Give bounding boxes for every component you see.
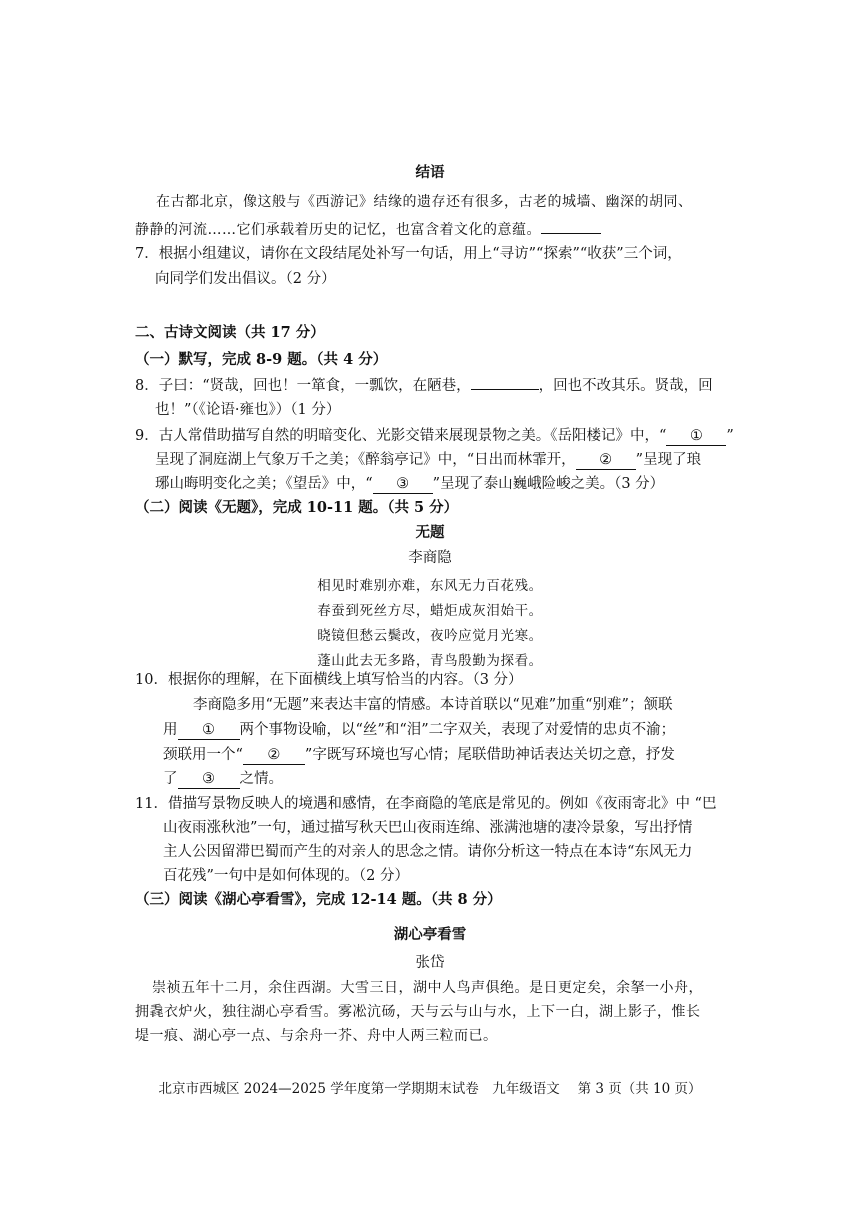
q9-blank-3[interactable]: ③ (373, 476, 433, 494)
poem-line-4: 蓬山此去无多路，青鸟殷勤为探看。 (317, 653, 543, 669)
essay-line3: 堤一痕、湖心亭一点、与余舟一芥、舟中人两三粒而已。 (135, 1028, 498, 1044)
q10-blank-1[interactable]: ① (178, 722, 240, 740)
poem-line-2: 春蚕到死丝方尽，蜡炬成灰泪始干。 (317, 603, 543, 619)
q8-line2: 也！”（《论语·雍也》）（1 分） (155, 402, 341, 418)
section2-part2-title: （二）阅读《无题》，完成 10-11 题。（共 5 分） (135, 499, 459, 516)
q11-line3: 主人公因留滞巴蜀而产生的对亲人的思念之情。请你分析这一特点在本诗“东风无力 (163, 844, 693, 860)
q9-text-a: 9．古人常借助描写自然的明暗变化、光影交错来展现景物之美。《岳阳楼记》中，“ (135, 428, 667, 444)
q11-line2: 山夜雨涨秋池”一句，通过描写秋天巴山夜雨连绵、涨满池塘的凄冷景象，写出抒情 (163, 820, 693, 836)
q10-line3 (163, 720, 675, 740)
essay-line1: 崇祯五年十二月，余住西湖。大雪三日，湖中人鸟声俱绝。是日更定矣，余拏一小舟， (152, 980, 703, 996)
q10-blank-3[interactable]: ③ (178, 771, 240, 789)
q10-blank-2[interactable]: ② (243, 747, 305, 765)
conclusion-para-line1: 在古都北京，像这般与《西游记》结缘的遗存还有很多，古老的城墙、幽深的胡同、 (156, 194, 693, 210)
q9-text-e: 琊山晦明变化之美；《望岳》中，“ (155, 476, 373, 492)
q9-line3 (155, 474, 664, 494)
q10-text-a: 用 (163, 722, 178, 738)
poem-author: 李商隐 (408, 550, 452, 566)
q10-line5 (163, 769, 283, 789)
q10-line2: 李商隐多用“无题”来表达丰富的情感。本诗首联以“见难”加重“别难”；颔联 (193, 697, 673, 713)
conclusion-heading: 结语 (415, 164, 445, 181)
q10-text-b: 两个事物设喻，以“丝”和“泪”二字双关，表现了对爱情的忠贞不渝； (239, 722, 676, 738)
section2-part3-title: （三）阅读《湖心亭看雪》，完成 12-14 题。（共 8 分） (135, 891, 502, 908)
q9-line2 (155, 450, 701, 470)
q10-text-e: 了 (163, 771, 178, 787)
essay-title: 湖心亭看雪 (393, 926, 467, 943)
essay-author: 张岱 (415, 955, 445, 971)
section2-part1-title: （一）默写，完成 8-9 题。（共 4 分） (135, 351, 388, 368)
q10-line1: 10．根据你的理解，在下面横线上填写恰当的内容。（3 分） (135, 672, 523, 688)
conclusion-para-line2 (135, 220, 601, 240)
q10-text-d: ”字既写环境也写心情；尾联借助神话表达关切之意，抒发 (304, 747, 675, 763)
q9-text-d: ”呈现了琅 (635, 452, 702, 468)
q8-text-a: 8．子曰：“贤哉，回也！一箪食，一瓢饮，在陋巷， (135, 378, 471, 394)
q9-blank-1[interactable]: ① (666, 428, 726, 446)
q8-text-b: ，回也不改其乐。贤哉，回 (538, 378, 713, 394)
q7-line2: 向同学们发出倡议。（2 分） (155, 271, 336, 287)
page-footer: 北京市西城区 2024—2025 学年度第一学期期末试卷 九年级语文 第 3 页（共 10 页） (158, 1081, 702, 1097)
essay-line2: 拥毳衣炉火，独往湖心亭看雪。雾凇沆砀，天与云与山与水，上下一白，湖上影子，惟长 (135, 1004, 701, 1020)
q9-text-c: 呈现了洞庭湖上气象万千之美；《醉翁亭记》中，“日出而林霏开， (155, 452, 576, 468)
poem-title: 无题 (415, 524, 445, 541)
section2-title: 二、古诗文阅读（共 17 分） (135, 324, 325, 341)
q11-line4: 百花残”一句中是如何体现的。（2 分） (163, 868, 409, 884)
q9-text-f: ”呈现了泰山巍峨险峻之美。（3 分） (432, 476, 665, 492)
q7-line1: 7．根据小组建议，请你在文段结尾处补写一句话，用上“寻访”“探索”“收获”三个词， (135, 246, 682, 262)
poem-line-3: 晓镜但愁云鬓改，夜吟应觉月光寒。 (317, 628, 543, 644)
q9-line1 (135, 426, 734, 446)
q9-text-b: ” (726, 428, 734, 444)
q10-text-c: 颈联用一个“ (163, 747, 243, 763)
poem-line-1: 相见时难别亦难，东风无力百花残。 (317, 578, 543, 594)
conclusion-para-text: 静静的河流……它们承载着历史的记忆，也富含着文化的意蕴。 (135, 222, 541, 238)
conclusion-answer-blank[interactable] (541, 233, 601, 234)
q8-answer-blank[interactable] (471, 389, 539, 390)
q8-line1 (135, 376, 713, 396)
q9-blank-2[interactable]: ② (576, 452, 636, 470)
q10-text-f: 之情。 (239, 771, 283, 787)
q10-line4 (163, 745, 675, 765)
q11-line1: 11．借描写景物反映人的境遇和感情，在李商隐的笔底是常见的。例如《夜雨寄北》中 “巴 (135, 796, 717, 812)
